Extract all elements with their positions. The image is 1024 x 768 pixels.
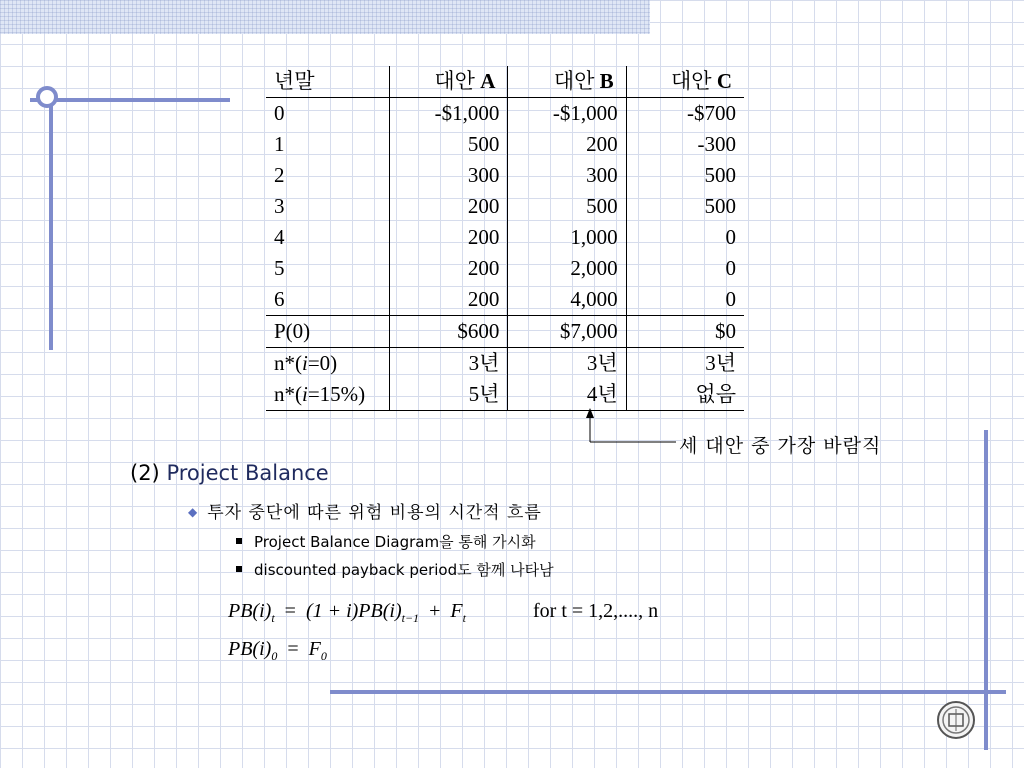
cell-year: 5 <box>266 253 390 284</box>
best-alternative-note: 세 대안 중 가장 바람직 <box>679 435 882 457</box>
cell-c: 500 <box>704 163 736 187</box>
cell-year: 3 <box>266 191 390 222</box>
section-heading <box>130 461 329 485</box>
cell-c: 없음 <box>626 379 744 411</box>
cell-a: $600 <box>390 316 508 348</box>
university-seal-icon <box>936 700 976 740</box>
header-alt-a: 대안 A <box>390 66 508 98</box>
summary-row-pw <box>266 316 744 348</box>
cell-a: 200 <box>390 253 508 284</box>
table-row <box>266 160 744 191</box>
table-row <box>266 253 744 284</box>
cell-label: n*(i=15%) <box>266 379 390 411</box>
equation-recursive: $PB(i)_t = (1 + i)PB(i)_{t-1} + F_t$ <box>228 600 466 625</box>
cell-b: 500 <box>508 191 626 222</box>
decor-line-top <box>30 98 230 102</box>
square-bullet-icon <box>236 566 242 572</box>
cell-year: 6 <box>266 284 390 316</box>
table-row <box>266 191 744 222</box>
cell-c: 3년 <box>626 348 744 380</box>
decor-line-left <box>49 92 53 350</box>
pointer-arrow-icon <box>580 404 680 448</box>
table-row <box>266 129 744 160</box>
cell-b: 2,000 <box>508 253 626 284</box>
cell-a: 200 <box>390 222 508 253</box>
cell-year: 2 <box>266 160 390 191</box>
cell-c: 500 <box>704 194 736 218</box>
cell-c: 0 <box>725 225 736 249</box>
table-row <box>266 222 744 253</box>
cell-a: 5년 <box>390 379 508 411</box>
equation-initial: $PB(i)_0 = F_0$ <box>228 638 327 663</box>
cell-year: 1 <box>266 129 390 160</box>
cell-c: -300 <box>697 132 736 156</box>
section-title: Project Balance <box>166 461 329 485</box>
cell-c: 0 <box>725 287 736 311</box>
cell-label: P(0) <box>266 316 390 348</box>
header-alt-b: 대안 B <box>508 66 626 98</box>
diamond-bullet-icon: ◆ <box>188 505 199 519</box>
cell-c: -$700 <box>687 101 736 125</box>
header-alt-c: 대안 C <box>626 66 744 98</box>
equation-condition: for t = 1,2,...., n <box>533 600 659 622</box>
summary-row-payback-0 <box>266 348 744 380</box>
decor-line-bottom <box>330 690 1006 694</box>
bullet-level2 <box>236 531 536 552</box>
table-row <box>266 98 744 130</box>
top-header-band <box>0 0 650 34</box>
cell-b: 3년 <box>508 348 626 380</box>
cell-b: 1,000 <box>508 222 626 253</box>
cash-flow-table <box>266 66 744 411</box>
cell-a: 200 <box>390 284 508 316</box>
square-bullet-icon <box>236 538 242 544</box>
cell-c: $0 <box>626 316 744 348</box>
cell-a: 300 <box>390 160 508 191</box>
cell-b: 300 <box>508 160 626 191</box>
cell-a: -$1,000 <box>390 98 508 130</box>
bullet-text: Project Balance Diagram을 통해 가시화 <box>254 533 536 551</box>
cell-b: 4년 <box>508 379 626 411</box>
cell-a: 500 <box>390 129 508 160</box>
section-number: (2) <box>130 461 160 485</box>
cell-c: 0 <box>725 256 736 280</box>
bullet-level2 <box>236 559 554 580</box>
decor-line-right <box>984 430 988 750</box>
decor-ring-icon <box>36 86 58 108</box>
table-header-row <box>266 66 744 98</box>
cell-a: 3년 <box>390 348 508 380</box>
cell-label: n*(i=0) <box>266 348 390 380</box>
bullet-text: 투자 중단에 따른 위험 비용의 시간적 흐름 <box>207 503 542 523</box>
bullet-text: discounted payback period도 함께 나타남 <box>254 561 554 579</box>
cell-b: -$1,000 <box>508 98 626 130</box>
cell-year: 4 <box>266 222 390 253</box>
cell-b: 4,000 <box>508 284 626 316</box>
cell-year: 0 <box>266 98 390 130</box>
cell-b: $7,000 <box>508 316 626 348</box>
cell-a: 200 <box>390 191 508 222</box>
header-year: 년말 <box>266 66 390 98</box>
bullet-level1 <box>188 498 542 523</box>
cell-b: 200 <box>508 129 626 160</box>
table-row <box>266 284 744 316</box>
